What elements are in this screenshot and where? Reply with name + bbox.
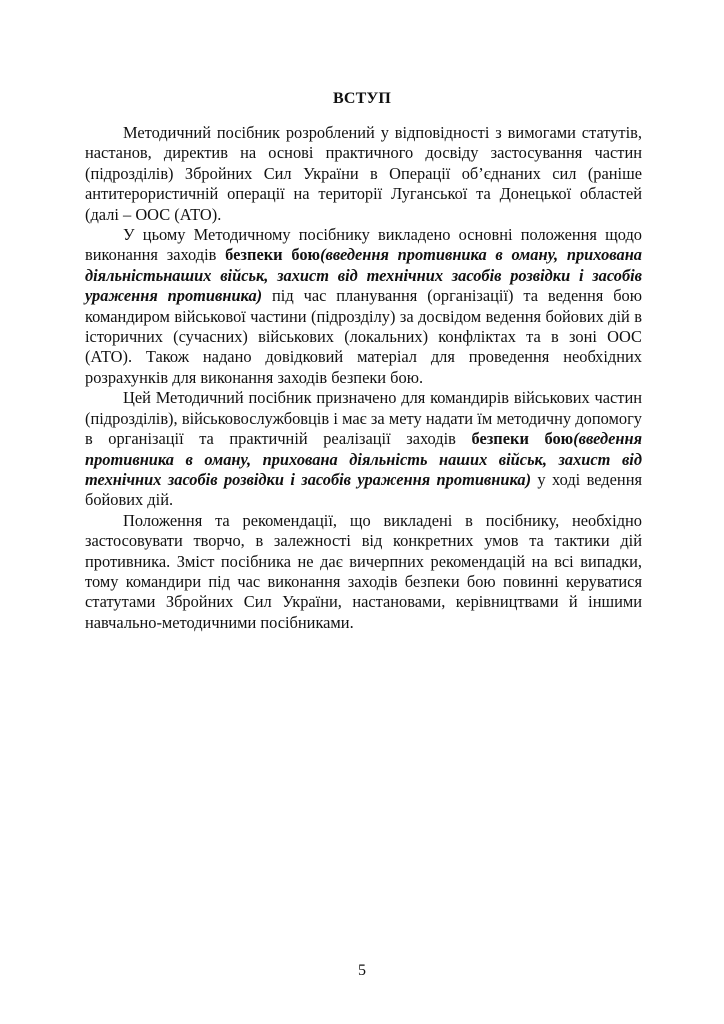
paragraph-3	[85, 388, 642, 510]
paragraph-3-text-after: у ході ведення бойових дій.	[85, 469, 643, 510]
paragraph-2-bold-italic-note: (введення противника в оману, прихована діяльністьнаших військ, захист від технічних засобів розвідки і засобів ураження противника)	[85, 245, 642, 306]
paragraph-2-bold-term: безпеки бою	[225, 245, 321, 265]
paragraph-2-text-before: У цьому Методичному посібнику викладено основні положення щодо виконання заходів	[85, 225, 642, 265]
paragraph-4	[85, 511, 642, 633]
page-number: 5	[358, 962, 366, 979]
body-text	[85, 123, 642, 633]
paragraph-4-text: Положення та рекомендації, що викладені в посібнику, необхідно застосовувати творчо, в залежності від конкретних умов та тактики дій противника. Зміст посібника не дає вичерпних рекомендацій на всі випадки, тому командири під час виконання заходів безпеки бою повинні керуватися статутами Збройних Сил України, настановами, керівництвами й іншими навчально-методичними посібниками.	[85, 510, 642, 632]
paragraph-3-text-before: Цей Методичний посібник призначено для командирів військових частин (підрозділів), військовослужбовців і має за мету надати їм методичну допомогу в організації та практичній реалізації заходів	[85, 388, 642, 449]
paragraph-3-bold-italic-note: (введення противника в оману, прихована діяльність наших військ, захист від технічних засобів розвідки і засобів ураження противника)	[85, 429, 643, 489]
paragraph-2-text-after: під час планування (організації) та ведення бою командиром військової частини (підрозділу) за досвідом ведення бойових дій в історичних (сучасних) військових (локальних) конфліктах та в зоні ООС (АТО). Також надано довідковий матеріал для проведення необхідних розрахунків для виконання заходів безпеки бою.	[85, 286, 642, 387]
paragraph-2	[85, 225, 642, 388]
page-title: ВСТУП	[332, 90, 392, 107]
paragraph-1	[85, 123, 642, 225]
paragraph-3-bold-term: безпеки бою	[471, 429, 574, 449]
paragraph-1-text: Методичний посібник розроблений у відповідності з вимогами статутів, настанов, директив на основі практичного досвіду застосування частин (підрозділів) Збройних Сил України в Операції об’єднаних сил (раніше антитерористичній операції на території Луганської та Донецької областей (далі – ООС (АТО).	[85, 123, 642, 224]
